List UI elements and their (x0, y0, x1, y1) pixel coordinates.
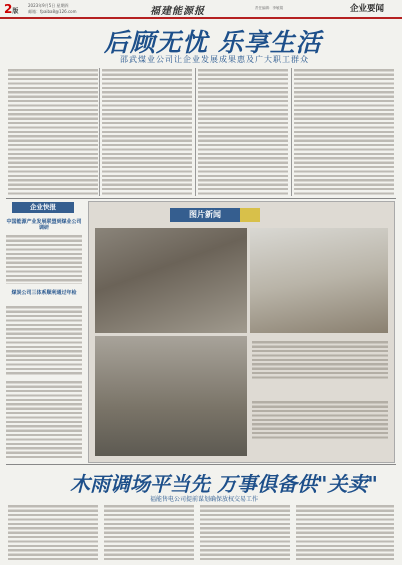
photo-caption-text (252, 340, 388, 380)
news-photo-workers (95, 228, 247, 333)
bottom-story-column-4 (296, 504, 394, 560)
news-photo-outdoor (250, 228, 388, 333)
bottom-story-column-1 (8, 504, 98, 560)
editor-line: 责任编辑：李敏娟 (255, 6, 283, 10)
news-item-title: 中国能源产业发展联盟到煤业公司调研 (6, 219, 82, 231)
photo-caption-text (252, 400, 388, 440)
photo-news-title: 图片新闻 (170, 208, 240, 222)
column-box-title: 企业快报 (12, 202, 74, 213)
top-story-column-3 (198, 68, 288, 196)
news-photo-equipment (95, 336, 247, 456)
bottom-story-column-2 (104, 504, 194, 560)
photo-news-title-accent (240, 208, 260, 222)
email-text: 邮箱：fpaiba8@126.com (28, 9, 77, 14)
top-story-subheadline: 邵武煤业公司让企业发展成果惠及广大职工群众 (120, 55, 309, 64)
date-text: 2023年9月5日 星期四 (28, 3, 69, 8)
section-rule (6, 464, 396, 465)
bottom-story-subheadline: 福能售电公司提前谋划确保放权交易工作 (150, 496, 259, 503)
top-story-headline: 后顾无忧 乐享生活 (104, 28, 322, 57)
header-rule (0, 17, 402, 19)
page-number (4, 2, 24, 16)
column-divider (291, 68, 292, 196)
top-story-column-2 (102, 68, 192, 196)
bottom-story-headline: 木雨调场平当先 万事俱备供"关卖" (70, 472, 378, 496)
column-divider (195, 68, 196, 196)
news-item-body (6, 234, 82, 284)
news-item-body (6, 380, 82, 458)
page-number-digit: 2 (4, 2, 13, 16)
news-item-title: 煤炭公司三体系顺利通过年检 (11, 290, 77, 296)
column-divider (99, 68, 100, 196)
top-story-column-1 (8, 68, 98, 196)
page-number-suffix: 版 (12, 8, 19, 15)
section-rule (6, 198, 396, 199)
section-title: 企业要闻 (350, 4, 385, 14)
top-story-column-4 (294, 68, 394, 196)
news-item-body (6, 305, 82, 375)
date-line (28, 3, 77, 15)
bottom-story-column-3 (200, 504, 290, 560)
masthead: 福建能源报 (150, 6, 205, 17)
